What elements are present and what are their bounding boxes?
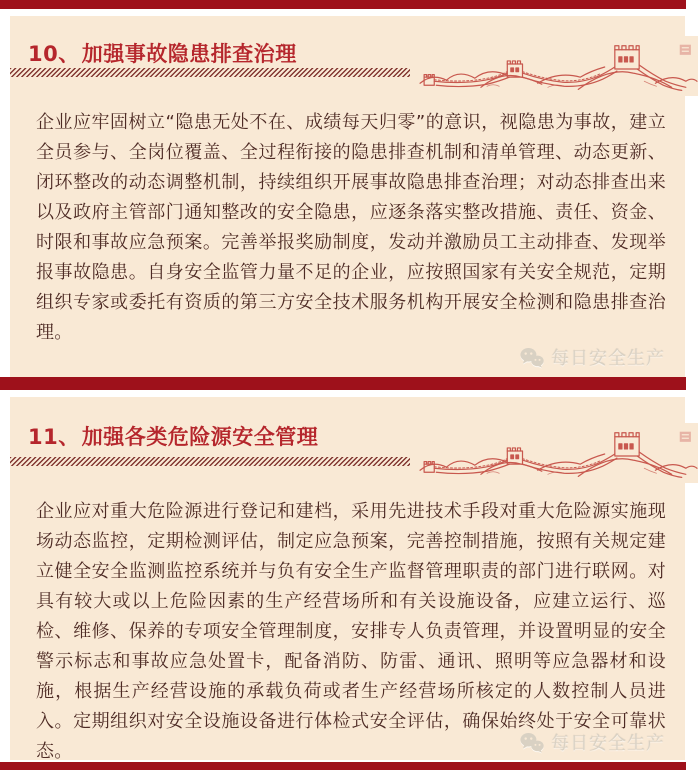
top-separator-bar	[0, 0, 686, 9]
section-number: 11、	[28, 425, 80, 449]
hatched-divider	[10, 457, 410, 466]
hatched-divider	[10, 68, 410, 77]
middle-separator-bar	[0, 377, 686, 390]
section-10-body: 企业应牢固树立“隐患无处不在、成绩每天归零”的意识，视隐患为事故，建立全员参与、全岗位覆盖、全过程衔接的隐患排查机制和清单管理、动态更新、闭环整改的动态调整机制，持续组织开展事故隐患排查治理；对动态排查出来以及政府主管部门通知整改的安全隐患，应逐条落实整改措施、责任、资金、时限和事故应急预案。完善举报奖励制度，发动并激励员工主动排查、发现举报事故隐患。自身安全监管力量不足的企业，应按照国家有关安全规范，定期组织专家或委托有资质的第三方安全技术服务机构开展安全检测和隐患排查治理。	[36, 112, 666, 343]
great-wall-illustration	[416, 36, 698, 96]
section-10-panel	[10, 16, 685, 377]
great-wall-illustration	[416, 423, 698, 483]
seal-stamp-icon	[680, 432, 691, 442]
section-10-title	[28, 38, 297, 68]
watermark	[519, 729, 665, 755]
section-title-text: 加强各类危险源安全管理	[81, 425, 319, 449]
wechat-icon	[519, 732, 545, 753]
section-number: 10、	[28, 42, 80, 66]
watermark	[519, 344, 665, 370]
watermark-label: 每日安全生产	[551, 348, 665, 369]
section-11-body: 企业应对重大危险源进行登记和建档，采用先进技术手段对重大危险源实施现场动态监控，定期检测评估，制定应急预案，完善控制措施，按照有关规定建立健全安全监测监控系统并与负有安全生产监督管理职责的部门进行联网。对具有较大或以上危险因素的生产经营场所和有关设施设备，应建立运行、巡检、维修、保养的专项安全管理制度，安排专人负责管理，并设置明显的安全警示标志和事故应急处置卡，配备消防、防雷、通讯、照明等应急器材和设施，根据生产经营设施的承载负荷或者生产经营场所核定的人数控制人员进入。定期组织对安全设施设备进行体检式安全评估，确保始终处于安全可靠状态。	[36, 501, 666, 762]
watermark-label: 每日安全生产	[551, 733, 665, 754]
wechat-icon	[519, 347, 545, 368]
great-wall-sketch-svg	[416, 36, 698, 96]
seal-stamp-icon	[680, 45, 691, 55]
section-title-text: 加强事故隐患排查治理	[81, 42, 297, 66]
section-11-panel	[10, 397, 685, 760]
section-11-title	[28, 421, 318, 451]
great-wall-sketch-svg	[416, 423, 698, 483]
